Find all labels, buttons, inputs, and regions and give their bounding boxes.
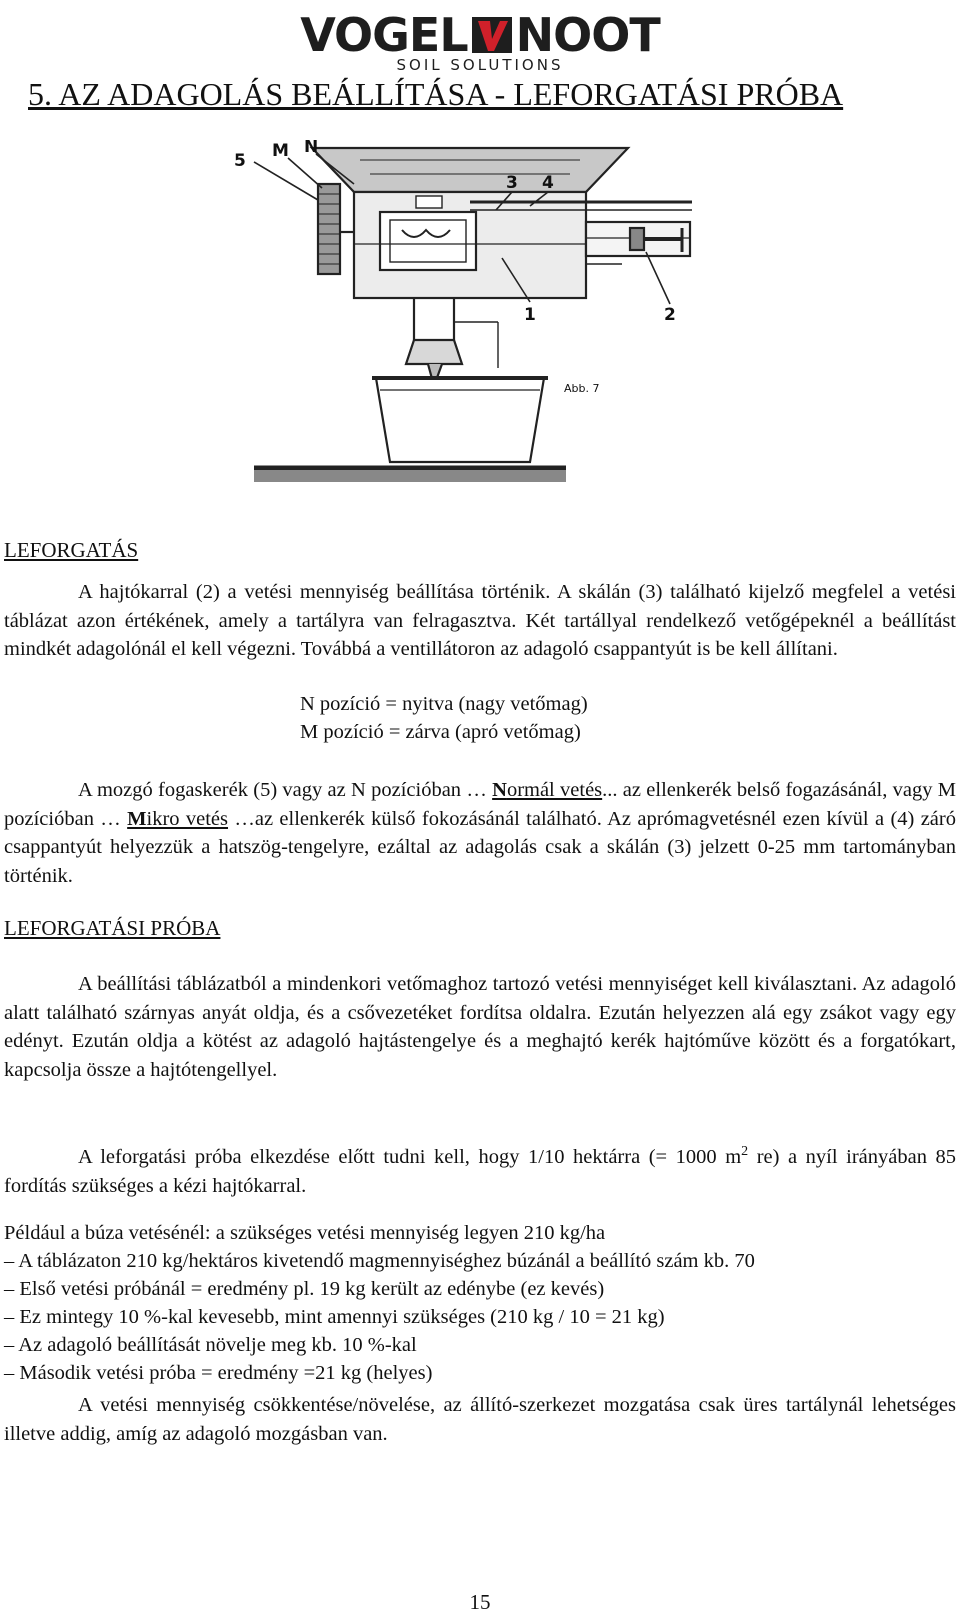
rotation-text-a: A leforgatási próba elkezdése előtt tudni kell, hogy 1/10 hektárra (= 1000 m	[78, 1145, 742, 1168]
logo-mark-icon	[470, 15, 514, 55]
brand-logo	[0, 6, 960, 72]
paragraph-intro-text: A hajtókarral (2) a vetési mennyiség beállítása történik. A skálán (3) található kijelző megfelel a vetési táblázat azon értékének, amely a tartályra van felragasztva. Két tartállyal rendelkező vetőgépeknél a beállítást mindkét adagolónál el kell végezni. Továbbá a ventillátoron az adagoló csappantyút is be kell állítani.	[4, 581, 956, 661]
list-item: – Az adagoló beállítását növelje meg kb. 10 %-kal	[4, 1334, 417, 1356]
micro-seeding-initial: M	[127, 807, 147, 830]
m-position-line: M pozíció = zárva (apró vetőmag)	[300, 721, 581, 743]
figure-label-1: 1	[524, 305, 536, 325]
page-title: 5. AZ ADAGOLÁS BEÁLLÍTÁSA - LEFORGATÁSI PRÓBA	[28, 76, 844, 112]
n-position-line: N pozíció = nyitva (nagy vetőmag)	[300, 693, 588, 715]
figure-label-m: M	[272, 141, 289, 161]
figure-caption: Abb. 7	[564, 382, 600, 395]
micro-seeding-term	[127, 808, 228, 830]
paragraph-rotation-count	[4, 1138, 956, 1200]
page-number: 15	[469, 1590, 491, 1614]
paragraph-closing	[4, 1391, 956, 1448]
figure-label-n: N	[304, 140, 319, 157]
gear-text-1: A mozgó fogaskerék (5) vagy az N pozícióban …	[78, 779, 493, 801]
paragraph-procedure	[4, 970, 956, 1085]
figure-label-3: 3	[506, 173, 518, 193]
list-item: – A táblázaton 210 kg/hektáros kivetendő magmennyiséghez búzánál a beállító szám kb. 70	[4, 1250, 755, 1272]
rotation-text-b: re) a nyíl irányában 85 fordítás szükséges a kézi hajtókarral.	[4, 1145, 956, 1197]
micro-seeding-rest: ikro vetés	[146, 807, 229, 830]
figure-label-4: 4	[542, 173, 554, 193]
normal-seeding-term	[492, 779, 602, 801]
gear-text-3: …az ellenkerék külső fokozásánál található. Az aprómagvetésnél ezen kívül a (4) záró csappantyút helyezzük a hatszög-tengelyre, ezáltal az adagolás csak a skálán (3) jelzett 0-25 mm tartományban történik.	[4, 807, 956, 888]
list-item: – Második vetési próba = eredmény =21 kg (helyes)	[4, 1362, 433, 1384]
paragraph-closing-text: A vetési mennyiség csökkentése/növelése, az állító-szerkezet mozgatása csak üres tartálynál lehetséges illetve addig, amíg az adagoló mozgásban van.	[4, 1394, 956, 1445]
seed-metering-diagram	[230, 140, 710, 490]
paragraph-procedure-text: A beállítási táblázatból a mindenkori vetőmaghoz tartozó vetési mennyiséget kell kiválasztani. Az adagoló alatt található szárnyas anyát oldja, és a csővezetéket fordítsa oldalra. Ezután helyezzen alá egy zsákot vagy egy edényt. Ezután oldja a kötést az adagoló hajtástengelye és a meghajtó kerék hajtóműve között és a forgatókart, kapcsolja össze a hajtótengellyel.	[4, 973, 956, 1082]
list-item: – Ez mintegy 10 %-kal kevesebb, mint amennyi szükséges (210 kg / 10 = 21 kg)	[4, 1306, 665, 1328]
example-title: Például a búza vetésénél: a szükséges vetési mennyiség legyen 210 kg/ha	[4, 1222, 606, 1244]
paragraph-gear	[4, 776, 956, 891]
logo-subtitle: SOIL SOLUTIONS	[396, 56, 564, 74]
logo-text-right: NOOT	[515, 8, 660, 62]
rotation-superscript: 2	[741, 1144, 749, 1159]
logo-text-left: VOGEL	[300, 8, 468, 62]
figure-label-2: 2	[664, 305, 676, 325]
section-title-leforgatas: LEFORGATÁS	[4, 538, 139, 562]
paragraph-intro	[4, 578, 956, 664]
normal-seeding-rest: ormál vetés	[506, 779, 603, 801]
figure-label-5: 5	[234, 151, 246, 171]
normal-seeding-initial: N	[492, 779, 507, 801]
section-title-leforgatasi-proba: LEFORGATÁSI PRÓBA	[4, 916, 221, 940]
list-item: – Első vetési próbánál = eredmény pl. 19 kg került az edénybe (ez kevés)	[4, 1278, 605, 1300]
gear-text-2: ... az ellenkerék belső fogazásánál, vagy M pozícióban …	[4, 779, 956, 830]
